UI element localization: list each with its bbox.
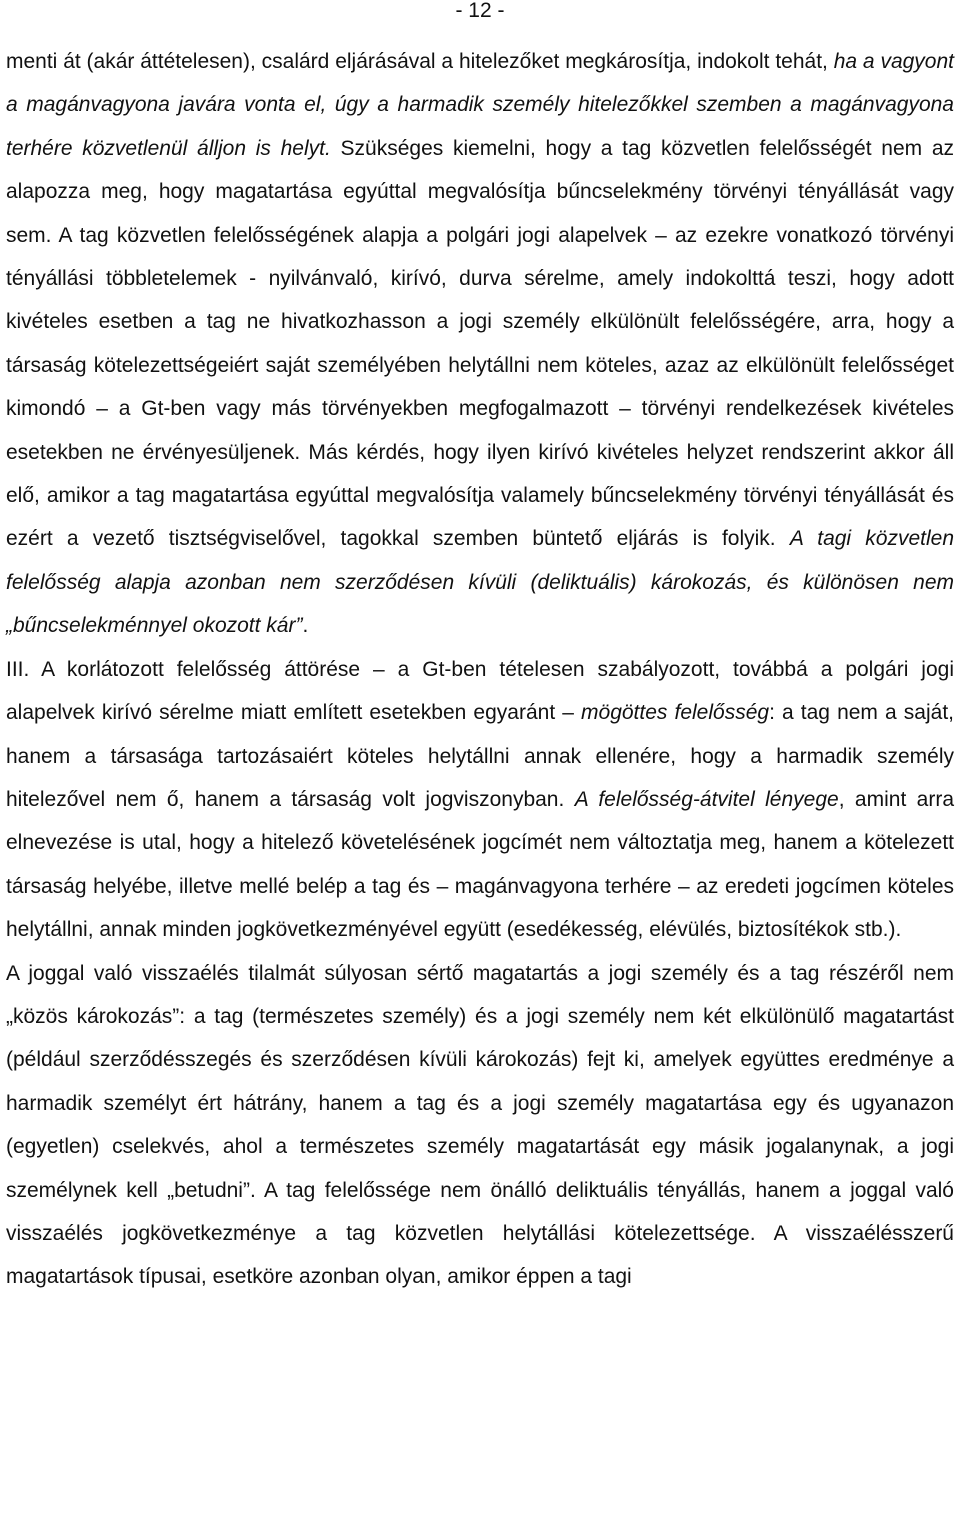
text-run: Szükséges kiemelni, hogy a tag közvetlen felelősségét nem az alapozza meg, hogy magatartása egyúttal megvalósítja bűncselekmény törvényi tényállását vagy sem. A tag közvetlen felelősségének alapja a polgári jogi alapelvek – az ezekre vonatkozó törvényi tényállási többletelemek - nyilvánvaló, kirívó, durva sérelme, amely indokolttá teszi, hogy adott kivételes esetben a tag ne hivatkozhasson a jogi személy elkülönült felelősségére, arra, hogy a társaság kötelezettségeiért saját személyében helytállni nem köteles, azaz az elkülönült felelősséget kimondó – a Gt-ben vagy más törvényekben megfogalmazott – törvényi rendelkezések kivételes esetekben ne érvényesüljenek. Más kérdés, hogy ilyen kirívó kivételes helyzet rendszerint akkor áll elő, amikor a tag magatartása egyúttal megvalósítja valamely bűncselekmény törvényi tényállását és ezért a vezető tisztségviselővel, tagokkal szemben büntető eljárás is folyik.	[6, 136, 954, 551]
text-run: menti át (akár áttételesen), csalárd eljárásával a hitelezőket megkárosítja, indokolt tehát,	[6, 50, 834, 73]
italic-text-run: mögöttes felelősség	[581, 701, 770, 725]
paragraph	[6, 952, 954, 1299]
italic-text-run: A tagi közvetlen felelősség alapja azonban nem szerződésen kívüli (deliktuális) károkozás, és különösen nem „bűncselekménnyel okozott kár”	[6, 527, 954, 638]
text-run: A joggal való visszaélés tilalmát súlyosan sértő magatartás a jogi személy és a tag részéről nem „közös károkozás”: a tag (természetes személy) és a jogi személy nem két elkülönülő magatartást (például szerződésszegés és szerződésen kívüli károkozás) fejt ki, amelyek együttes eredménye a harmadik személyt ért hátrány, hanem a tag és a jogi személy magatartása egy és ugyanazon (egyetlen) cselekvés, ahol a természetes személy magatartását egy másik jogalanynak, a jogi személynek kell „betudni”. A tag felelőssége nem önálló deliktuális tényállás, hanem a joggal való visszaélés jogkövetkezménye a tag közvetlen helytállási kötelezettsége. A visszaélésszerű magatartások típusai, esetköre azonban olyan, amikor éppen a tagi	[6, 961, 954, 1289]
paragraph	[6, 40, 954, 648]
italic-text-run: A felelősség-átvitel lényege	[574, 787, 839, 811]
italic-text-run: ha a vagyont a magánvagyona javára vonta el, úgy a harmadik személy hitelezőkkel szemben a magánvagyona terhére közvetlenül álljon is helyt.	[6, 50, 954, 160]
paragraph	[6, 648, 954, 952]
body-text	[6, 40, 954, 1299]
page-number: - 12 -	[455, 0, 505, 22]
text-run: .	[302, 614, 309, 638]
text-run: III. A korlátozott felelősség áttörése – a Gt-ben tételesen szabályozott, továbbá a polgári jogi alapelvek kirívó sérelme miatt említett esetekben egyaránt –	[6, 657, 954, 725]
text-run: , amint arra elnevezése is utal, hogy a hitelező követelésének jogcímét nem változtatja meg, hanem a kötelezett társaság helyébe, illetve mellé belép a tag és – magánvagyona terhére – az eredeti jogcímen köteles helytállni, annak minden jogkövetkezményével együtt (esedékesség, elévülés, biztosítékok stb.).	[6, 787, 955, 942]
text-run: : a tag nem a saját, hanem a társasága tartozásaiért köteles helytállni annak ellenére, hogy a harmadik személy hitelezővel nem ő, hanem a társaság volt jogviszonyban.	[6, 701, 954, 811]
